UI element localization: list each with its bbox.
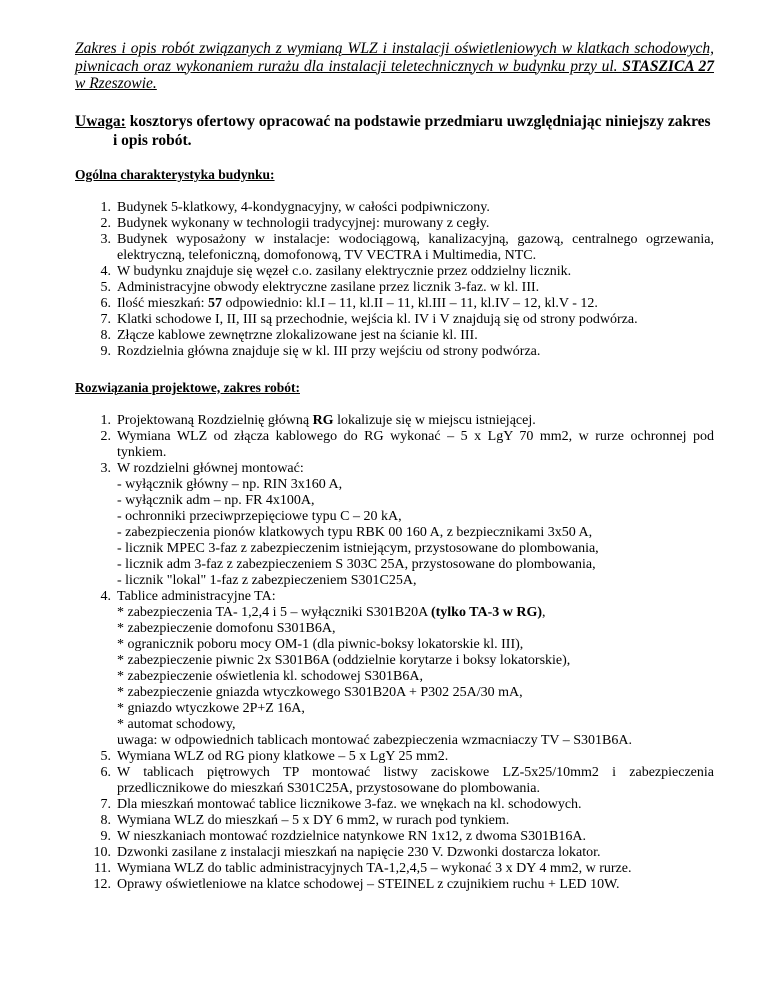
item-text: W rozdzielni głównej montować:	[117, 460, 304, 476]
title-text: Zakres i opis robót związanych z wymianą WLZ i instalacji oświetleniowych w klatkach schodowych, piwnicach oraz wykonaniem rurażu dla instalacji teletechnicznych w budynku przy ul.	[75, 40, 714, 75]
sub-line	[117, 605, 714, 621]
item-number: 8.	[100, 327, 111, 343]
list-item	[75, 312, 714, 328]
item-text: Złącze kablowe zewnętrzne zlokalizowane jest na ścianie kl. III.	[117, 327, 478, 343]
item-text: W tablicach piętrowych TP montować listwy zaciskowe LZ-5x25/10mm2 i zabezpieczenia przedlicznikowe do mieszkań S301C25A, przystosowane do plombowania.	[117, 764, 714, 796]
item-text: Oprawy oświetleniowe na klatce schodowej – STEINEL z czujnikiem ruchu + LED 10W.	[117, 876, 620, 892]
item-text: odpowiednio: kl.I – 11, kl.II – 11, kl.III – 11, kl.IV – 12, kl.V - 12.	[221, 295, 598, 311]
list-item-note	[75, 733, 714, 749]
item-text: W nieszkaniach montować rozdzielnice natynkowe RN 1x12, z dwoma S301B16A.	[117, 828, 587, 844]
sub-line: - ochronniki przeciwprzepięciowe typu C – 20 kA,	[117, 508, 402, 524]
item-number: 7.	[100, 796, 111, 812]
apartment-count: 57	[207, 295, 222, 311]
sub-line: * zabezpieczenie oświetlenia kl. schodowej S301B6A,	[117, 668, 423, 684]
note-text: kosztorys ofertowy opracować na podstawie przedmiaru uwzględniając niniejszy zakres i opis robót.	[113, 112, 711, 149]
list-item	[75, 797, 714, 813]
list-item	[75, 845, 714, 861]
item-number: 9.	[100, 343, 111, 359]
list-item	[75, 765, 714, 797]
item-number: 6.	[100, 764, 111, 780]
list-item	[75, 861, 714, 877]
item-number: 6.	[100, 295, 111, 311]
item-text: Ilość mieszkań:	[117, 295, 208, 311]
sub-line: - licznik adm 3-faz z zabezpieczeniem S 303C 25A, przystosowane do plombowania,	[117, 556, 596, 572]
item-number: 1.	[100, 199, 111, 215]
item-text: Wymiana WLZ od złącza kablowego do RG wykonać – 5 x LgY 70 mm2, w rurze ochronnej pod tynkiem.	[117, 428, 714, 460]
item-text: Dzwonki zasilane z instalacji mieszkań na napięcie 230 V. Dzwonki dostarcza lokator.	[117, 844, 601, 860]
item-text: Administracyjne obwody elektryczne zasilane przez licznik 3-faz. w kl. III.	[117, 279, 540, 295]
list-item	[75, 344, 714, 360]
item-number: 5.	[100, 748, 111, 764]
sub-line: - licznik MPEC 3-faz z zabezpieczenim istniejącym, przystosowane do plombowania,	[117, 540, 599, 556]
item-text: Wymiana WLZ do mieszkań – 5 x DY 6 mm2, w rurach pod tynkiem.	[117, 812, 510, 828]
item-text: Tablice administracyjne TA:	[117, 588, 276, 604]
sub-line-text: * zabezpieczenia TA- 1,2,4 i 5 – wyłączniki S301B20A	[117, 604, 431, 620]
title-street: STASZICA 27	[622, 57, 714, 75]
sub-line: - licznik "lokal" 1-faz z zabezpieczeniem S301C25A,	[117, 572, 417, 588]
sub-line: - wyłącznik adm – np. FR 4x100A,	[117, 492, 315, 508]
item-number: 5.	[100, 279, 111, 295]
item-text: Budynek wyposażony w instalacje: wodociągową, kanalizacyjną, gazową, centralnego ogrzewania, elektryczną, telefoniczną, domofonową, TV VECTRA i Multimedia, NTC.	[117, 231, 714, 263]
scope-of-work-list	[75, 413, 714, 893]
list-item	[75, 328, 714, 344]
sub-line: * zabezpieczenie piwnic 2x S301B6A (oddzielnie korytarze i boksy lokatorskie),	[117, 652, 571, 668]
item-text: Budynek wykonany w technologii tradycyjnej: murowany z cegły.	[117, 215, 490, 231]
list-item	[75, 589, 714, 733]
list-item	[75, 813, 714, 829]
list-item	[75, 264, 714, 280]
item-text: Projektowaną Rozdzielnię główną	[117, 412, 313, 428]
list-item	[75, 429, 714, 461]
sub-line: * ogranicznik poboru mocy OM-1 (dla piwnic-boksy lokatorskie kl. III),	[117, 636, 524, 652]
sub-line: - wyłącznik główny – np. RIN 3x160 A,	[117, 476, 343, 492]
item-number: 7.	[100, 311, 111, 327]
item-note-text: uwaga: w odpowiednich tablicach montować zabezpieczenia wzmacniaczy TV – S301B6A.	[117, 732, 632, 748]
sub-line-text: ,	[542, 604, 546, 620]
list-item	[75, 280, 714, 296]
item-number: 3.	[100, 231, 111, 247]
sub-line: - zabezpieczenia pionów klatkowych typu RBK 00 160 A, z bezpiecznikami 3x50 A,	[117, 524, 593, 540]
note-paragraph	[75, 112, 714, 150]
sub-line: * zabezpieczenie gniazda wtyczkowego S301B20A + P302 25A/30 mA,	[117, 684, 523, 700]
item-text: Dla mieszkań montować tablice licznikowe 3-faz. we wnękach na kl. schodowych.	[117, 796, 582, 812]
list-item	[75, 877, 714, 893]
list-item	[75, 829, 714, 845]
sub-line: * automat schodowy,	[117, 716, 236, 732]
item-number: 11.	[94, 860, 111, 876]
sub-line: * gniazdo wtyczkowe 2P+Z 16A,	[117, 700, 305, 716]
sub-line-bold: (tylko TA-3 w RG)	[430, 604, 543, 620]
list-item	[75, 216, 714, 232]
item-text: W budynku znajduje się węzeł c.o. zasilany elektrycznie przez oddzielny licznik.	[117, 263, 572, 279]
item-number: 2.	[100, 428, 111, 444]
item-text: Klatki schodowe I, II, III są przechodnie, wejścia kl. IV i V znajdują się od strony podwórza.	[117, 311, 638, 327]
item-number: 4.	[100, 588, 111, 604]
item-number: 10.	[93, 844, 111, 860]
list-item	[75, 232, 714, 264]
item-text: Rozdzielnia główna znajduje się w kl. III przy wejściu od strony podwórza.	[117, 343, 541, 359]
item-number: 9.	[100, 828, 111, 844]
item-number: 8.	[100, 812, 111, 828]
section-heading-scope: Rozwiązania projektowe, zakres robót:	[75, 379, 300, 395]
item-text: Wymiana WLZ od RG piony klatkowe – 5 x LgY 25 mm2.	[117, 748, 449, 764]
item-number: 2.	[100, 215, 111, 231]
list-item	[75, 200, 714, 216]
item-text: lokalizuje się w miejscu istniejącej.	[333, 412, 536, 428]
title-city: w Rzeszowie.	[75, 75, 157, 92]
rg-label: RG	[312, 412, 334, 428]
document-title	[75, 40, 714, 93]
sub-line: * zabezpieczenie domofonu S301B6A,	[117, 620, 336, 636]
list-item	[75, 413, 714, 429]
list-item	[75, 749, 714, 765]
item-text: Budynek 5-klatkowy, 4-kondygnacyjny, w całości podpiwniczony.	[117, 199, 490, 215]
item-number: 4.	[100, 263, 111, 279]
item-number: 12.	[93, 876, 111, 892]
item-text: Wymiana WLZ do tablic administracyjnych TA-1,2,4,5 – wykonać 3 x DY 4 mm2, w rurze.	[117, 860, 632, 876]
note-label: Uwaga:	[75, 112, 126, 130]
section-heading-building: Ogólna charakterystyka budynku:	[75, 166, 275, 182]
list-item	[75, 461, 714, 589]
building-characteristics-list	[75, 200, 714, 360]
list-item	[75, 296, 714, 312]
item-number: 1.	[100, 412, 111, 428]
item-number: 3.	[100, 460, 111, 476]
